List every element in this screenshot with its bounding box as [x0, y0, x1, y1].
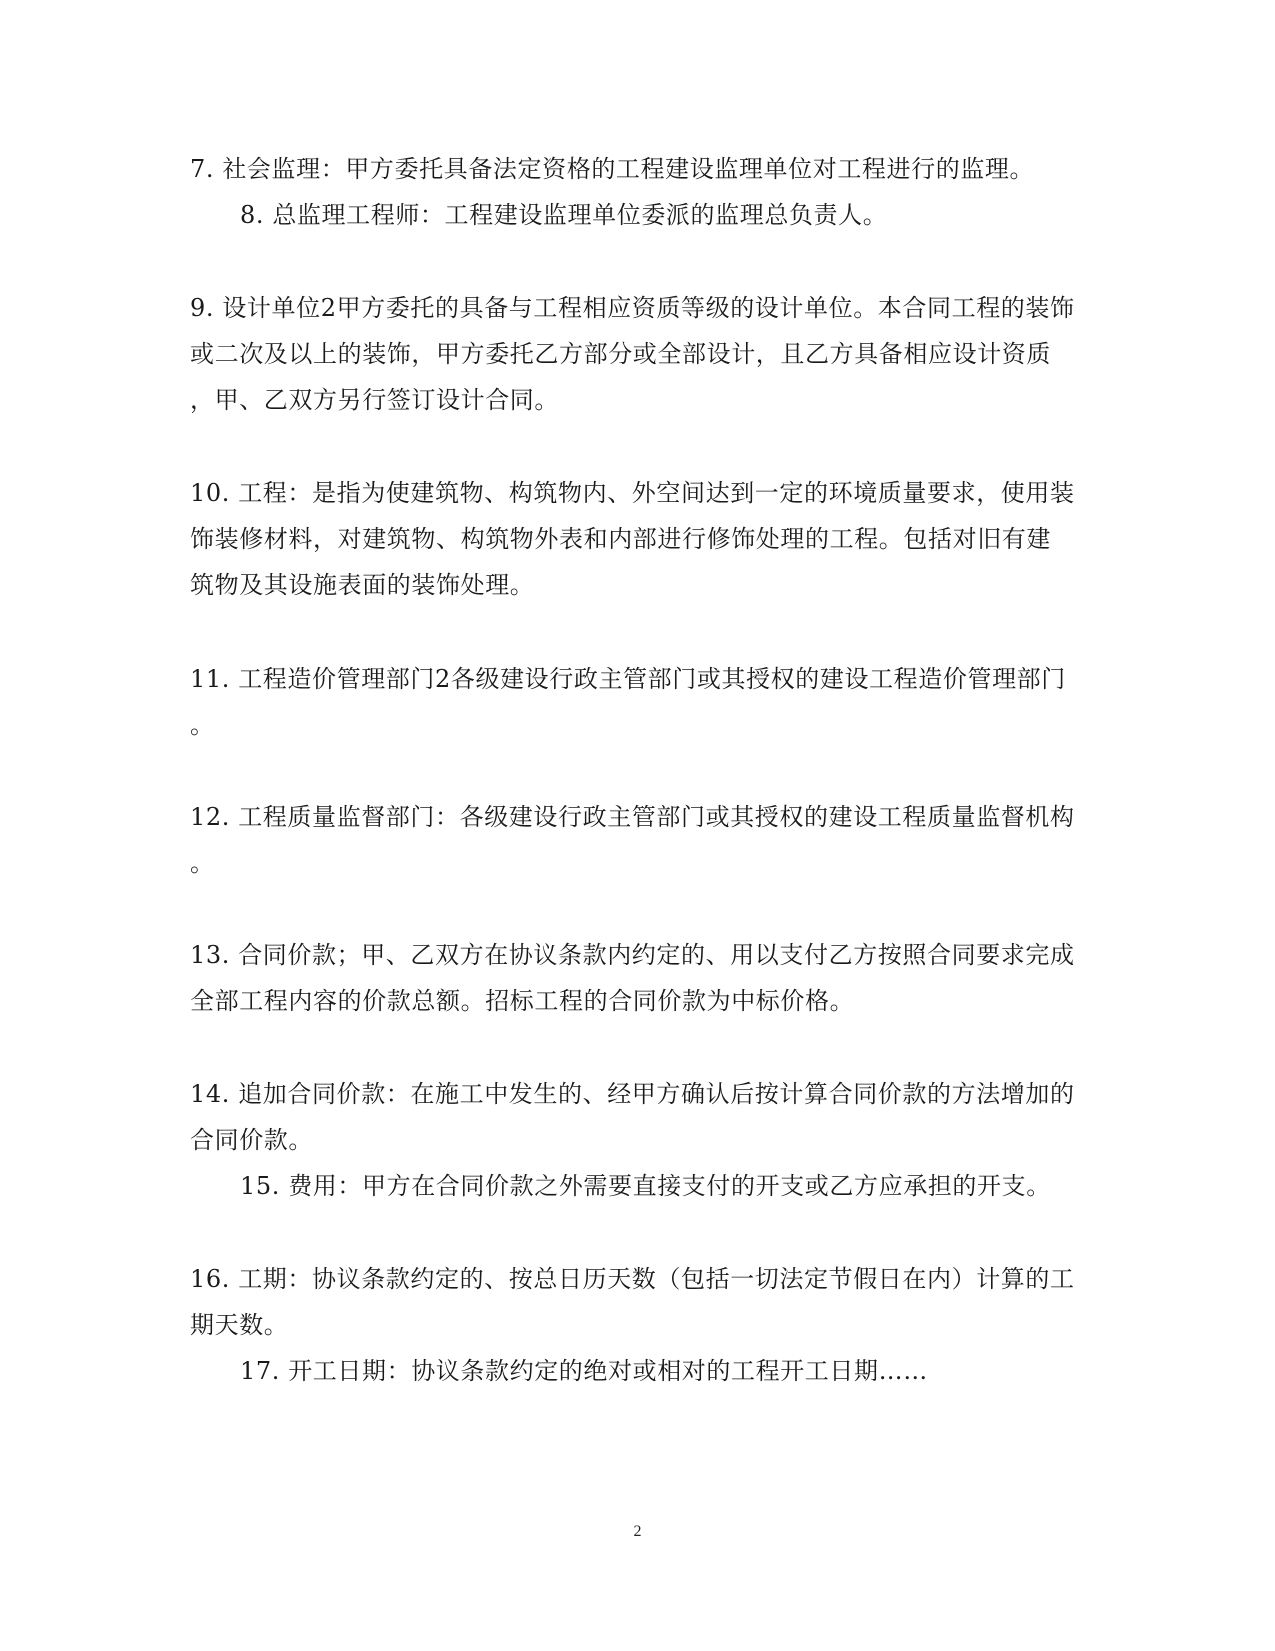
clause-11-line-1: 11. 工程造价管理部门2各级建设行政主管部门或其授权的建设工程造价管理部门 — [190, 665, 1066, 693]
clause-9-line-3: ，甲、乙双方另行签订设计合同。 — [190, 386, 559, 414]
clause-16-line-2: 期天数。 — [190, 1311, 289, 1339]
clause-8-line-1: 8. 总监理工程师：工程建设监理单位委派的监理总负责人。 — [240, 201, 888, 229]
clause-13-line-2: 全部工程内容的价款总额。招标工程的合同价款为中标价格。 — [190, 987, 855, 1015]
clause-12-line-1: 12. 工程质量监督部门：各级建设行政主管部门或其授权的建设工程质量监督机构 — [190, 803, 1075, 831]
clause-10-line-1: 10. 工程：是指为使建筑物、构筑物内、外空间达到一定的环境质量要求，使用装 — [190, 479, 1075, 507]
clause-7-line-1: 7. 社会监理：甲方委托具备法定资格的工程建设监理单位对工程进行的监理。 — [190, 155, 1035, 183]
clause-16-line-1: 16. 工期：协议条款约定的、按总日历天数（包括一切法定节假日在内）计算的工 — [190, 1265, 1075, 1293]
clause-9-line-2: 或二次及以上的装饰，甲方委托乙方部分或全部设计，且乙方具备相应设计资质 — [190, 340, 1051, 368]
clause-14-line-2: 合同价款。 — [190, 1126, 313, 1154]
clause-13-line-1: 13. 合同价款；甲、乙双方在协议条款内约定的、用以支付乙方按照合同要求完成 — [190, 941, 1075, 969]
clause-10-line-3: 筑物及其设施表面的装饰处理。 — [190, 571, 535, 599]
clause-14-line-1: 14. 追加合同价款：在施工中发生的、经甲方确认后按计算合同价款的方法增加的 — [190, 1080, 1075, 1108]
clause-9-line-1: 9. 设计单位2甲方委托的具备与工程相应资质等级的设计单位。本合同工程的装饰 — [190, 294, 1075, 322]
clause-15-line-1: 15. 费用：甲方在合同价款之外需要直接支付的开支或乙方应承担的开支。 — [240, 1172, 1051, 1200]
clause-17-line-1: 17. 开工日期：协议条款约定的绝对或相对的工程开工日期…… — [240, 1357, 928, 1385]
clause-10-line-2: 饰装修材料，对建筑物、构筑物外表和内部进行修饰处理的工程。包括对旧有建 — [190, 525, 1051, 553]
page-number: 2 — [633, 1523, 642, 1540]
clause-11-line-2: 。 — [190, 711, 215, 739]
clause-12-line-2: 。 — [190, 849, 215, 877]
